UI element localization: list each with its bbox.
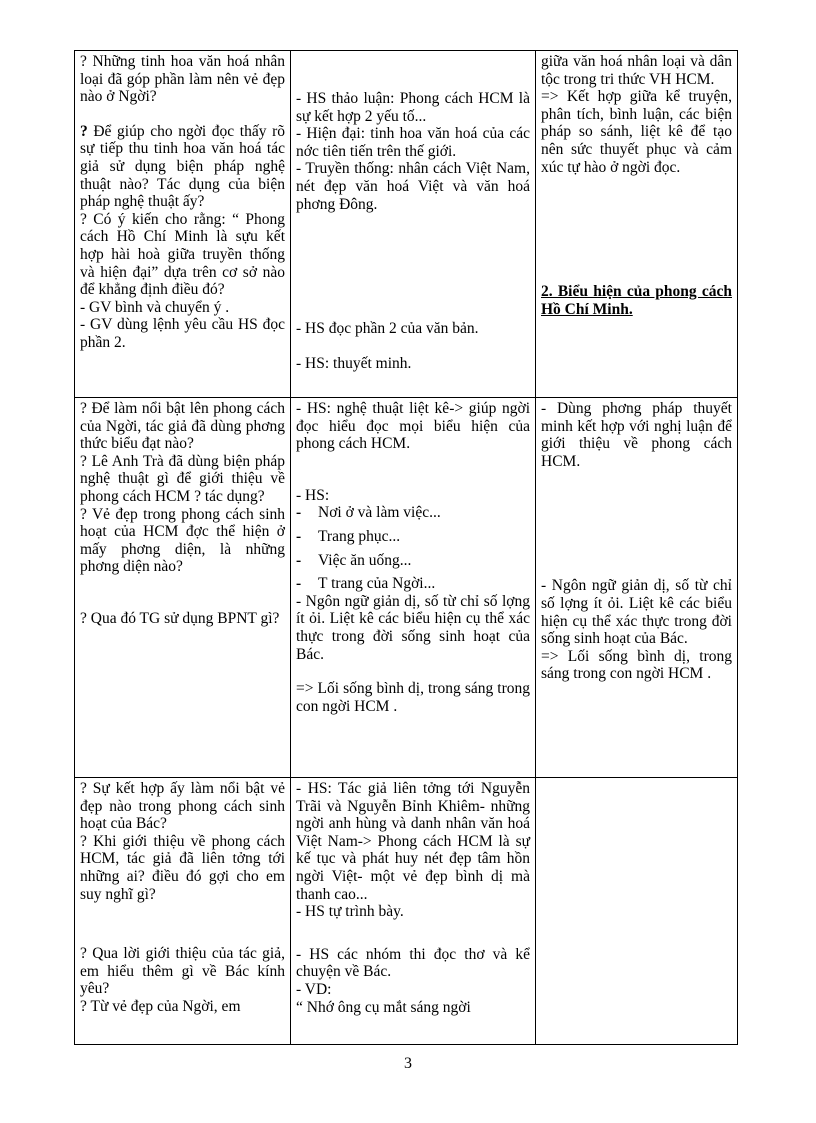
content-text: - Ngôn ngữ giản dị, số từ chỉ số lợng ít ỏi. Liệt kê các biểu hiện cụ thể xác thực trong đời sống sinh hoạt của Bác. xyxy=(541,577,732,648)
teacher-questions-cell xyxy=(75,51,291,398)
answer-text: - HS thảo luận: Phong cách HCM là sự kết hợp 2 yếu tố... xyxy=(296,90,530,125)
teacher-questions-cell xyxy=(75,398,291,778)
question-text: ? Qua lời giới thiệu của tác giả, em hiểu thêm gì về Bác kính yêu? xyxy=(80,945,285,998)
answer-text: - Truyền thống: nhân cách Việt Nam, nét đẹp văn hoá Việt và văn hoá phơng Đông. xyxy=(296,160,530,213)
answer-text: - HS: xyxy=(296,486,330,504)
answer-text: => Lối sống bình dị, trong sáng trong con ngời HCM . xyxy=(296,680,530,715)
table-row xyxy=(75,51,738,398)
answer-text: - Ngôn ngữ giản dị, số từ chỉ số lợng ít ỏi. Liệt kê các biểu hiện cụ thể xác thực trong đời sống sinh hoạt của Bác. xyxy=(296,592,530,663)
teacher-questions-cell xyxy=(75,778,291,1045)
answer-text: - HS đọc phần 2 của văn bản. xyxy=(296,320,479,338)
answer-text: - HS: Tác giả liên tởng tới Nguyễn Trãi và Nguyễn Bỉnh Khiêm- những ngời anh hùng và danh nhân văn hoá Việt Nam-> Phong cách HCM là sự kế tục và phát huy nét đẹp tâm hồn ngời Việt- một vẻ đẹp bình dị mà thanh cao... xyxy=(296,780,530,903)
student-activity-cell xyxy=(291,51,536,398)
list-item: - T trang của Ngời... xyxy=(296,575,436,593)
question-text: ? Để làm nổi bật lên phong cách của Ngời, tác giả đã dùng phơng thức biểu đạt nào? xyxy=(80,400,285,453)
question-text: ? Lê Anh Trà đã dùng biện pháp nghệ thuật gì để giới thiệu về phong cách HCM ? tác dụng? xyxy=(80,452,285,505)
question-text-rest: Để giúp cho ngời đọc thấy rõ sự tiếp thu tinh hoa văn hoá tác giả sử dụng biện pháp nghệ thuật nào? Tác dụng của biện pháp nghệ thuật ấy? xyxy=(80,122,285,211)
answer-text: - HS: thuyết minh. xyxy=(296,354,412,372)
list-item: - Nơi ở và làm việc... xyxy=(296,504,441,522)
question-text: ? Có ý kiến cho rằng: “ Phong cách Hồ Chí Minh là sựu kết hợp hài hoà giữa truyền thống và hiện đại” dựa trên cơ sở nào để khẳng định điều đó? xyxy=(80,210,285,299)
lesson-table xyxy=(74,50,738,1045)
answer-text: - HS các nhóm thi đọc thơ và kể chuyện về Bác. xyxy=(296,945,530,981)
table-row xyxy=(75,778,738,1045)
content-cell xyxy=(536,398,738,778)
content-text: => Kết hợp giữa kể truyện, phân tích, bình luận, các biện pháp so sánh, liệt kê để tạo nên sức thuyết phục và cảm xúc tự hào ở ngời đọc. xyxy=(541,88,732,176)
answer-text: - VD: xyxy=(296,980,332,998)
answer-text: - Hiện đại: tinh hoa văn hoá của các nớc tiên tiến trên thế giới. xyxy=(296,125,530,160)
content-text: giữa văn hoá nhân loại và dân tộc trong tri thức VH HCM. xyxy=(541,53,732,88)
content-text: => Lối sống bình dị, trong sáng trong con ngời HCM . xyxy=(541,647,732,683)
content-cell xyxy=(536,778,738,1045)
answer-text: - HS tự trình bày. xyxy=(296,903,404,921)
question-text: ? Từ vẻ đẹp của Ngời, em xyxy=(80,997,241,1015)
page-number: 3 xyxy=(404,1055,412,1072)
content-text: - Dùng phơng pháp thuyết minh kết hợp với nghị luận để giới thiệu về phong cách HCM. xyxy=(541,400,732,470)
question-text: ? Những tinh hoa văn hoá nhân loại đã góp phần làm nên vẻ đẹp nào ở Ngời? xyxy=(80,53,285,106)
content-cell xyxy=(536,51,738,398)
section-heading: 2. Biểu hiện của phong cách Hồ Chí Minh. xyxy=(541,283,732,318)
question-text: ? Sự kết hợp ấy làm nổi bật vẻ đẹp nào trong phong cách sinh hoạt của Bác? xyxy=(80,780,285,833)
list-item: - Việc ăn uống... xyxy=(296,551,412,569)
teacher-note: - GV dùng lệnh yêu cầu HS đọc phần 2. xyxy=(80,316,285,351)
answer-text: - HS: nghệ thuật liệt kê-> giúp ngời đọc hiểu đọc mọi biểu hiện của phong cách HCM. xyxy=(296,400,530,453)
question-text: ? Khi giới thiệu về phong cách HCM, tác giả đã liên tởng tới những ai? điều đó gợi cho em suy nghĩ gì? xyxy=(80,832,285,903)
teacher-note: - GV bình và chuyển ý . xyxy=(80,298,230,316)
table-row xyxy=(75,398,738,778)
student-activity-cell xyxy=(291,398,536,778)
question-text: ? Vẻ đẹp trong phong cách sinh hoạt của HCM đợc thể hiện ở mấy phơng diện, là những phơng diện nào? xyxy=(80,505,285,576)
question-text: ? Qua đó TG sử dụng BPNT gì? xyxy=(80,609,280,627)
student-activity-cell xyxy=(291,778,536,1045)
list-item: - Trang phục... xyxy=(296,527,401,545)
answer-text: “ Nhớ ông cụ mắt sáng ngời xyxy=(296,998,471,1016)
question-text: ? Để giúp cho ngời đọc thấy rõ sự tiếp thu tinh hoa văn hoá tác giả sử dụng biện pháp nghệ thuật nào? Tác dụng của biện pháp nghệ thuật ấy? xyxy=(80,122,285,211)
